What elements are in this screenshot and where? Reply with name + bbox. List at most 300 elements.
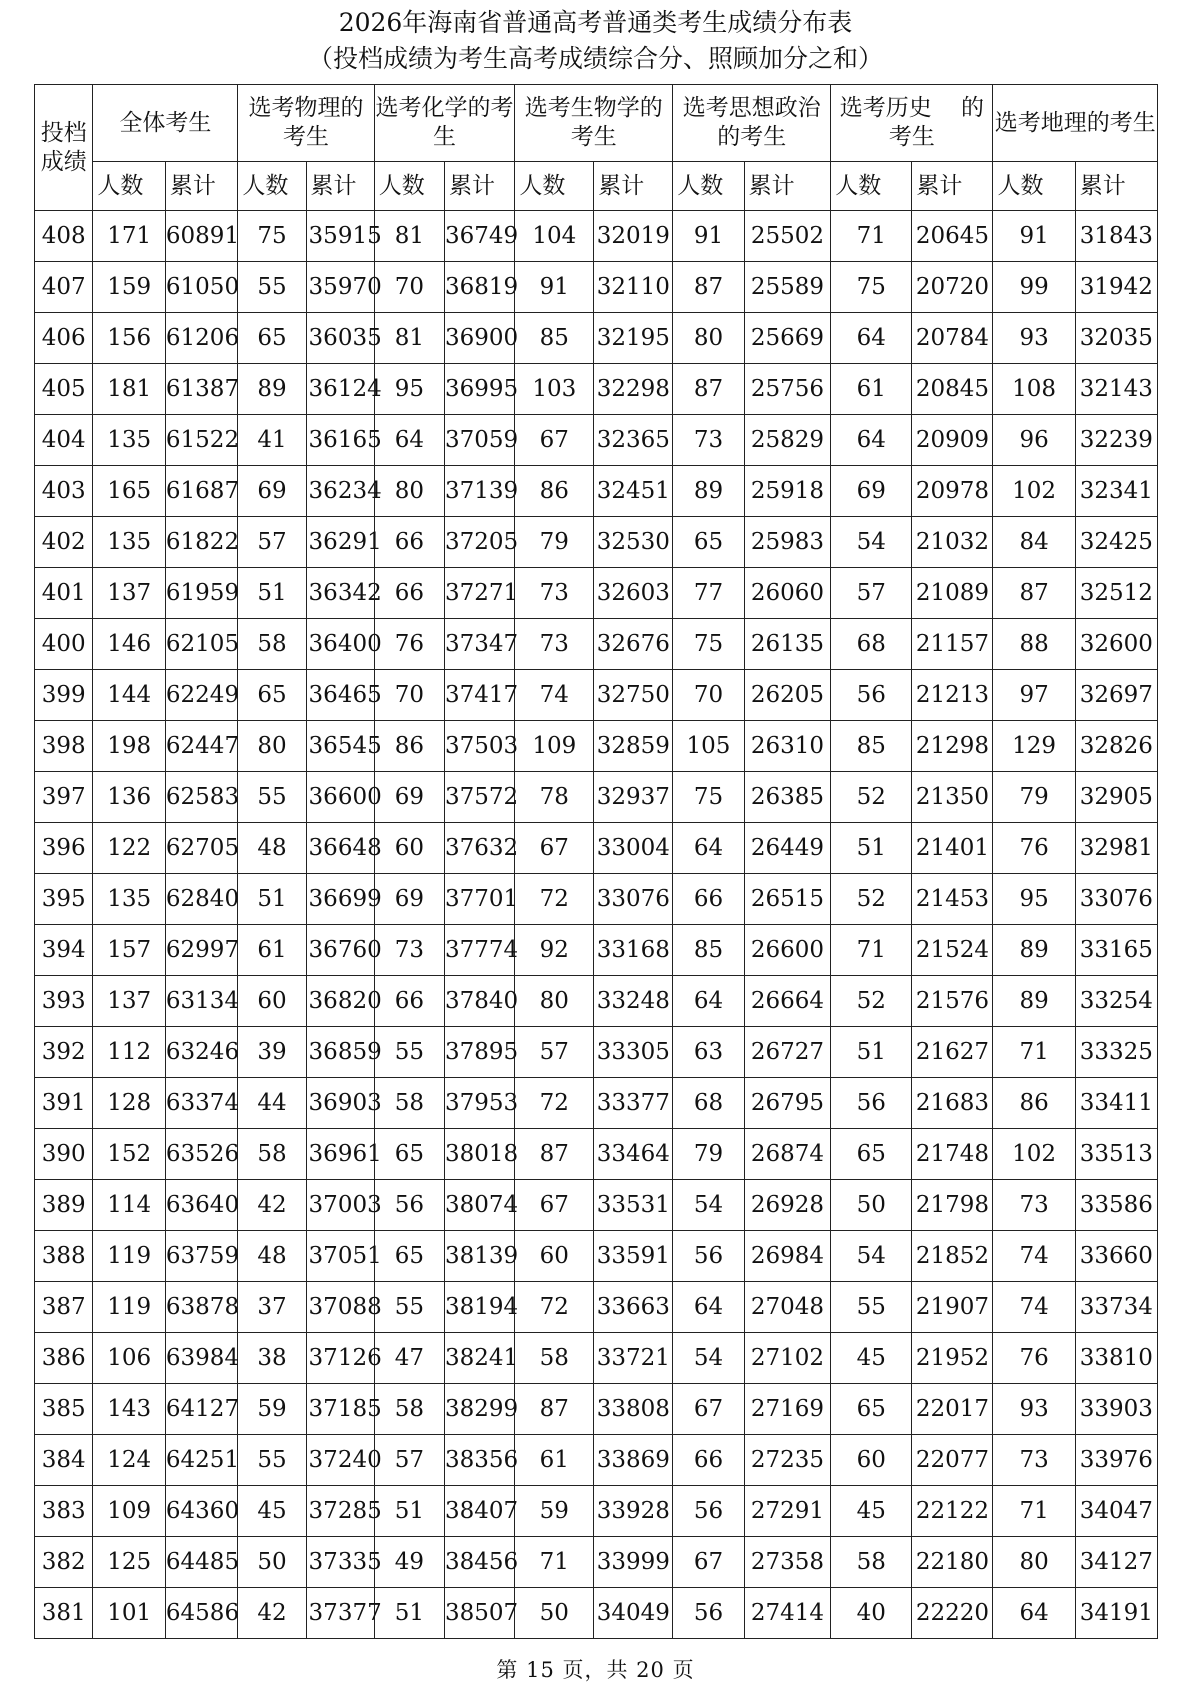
count-cell: 128 (93, 1078, 165, 1129)
cumulative-cell: 62249 (165, 670, 237, 721)
cumulative-cell: 32981 (1075, 823, 1157, 874)
count-cell: 119 (93, 1282, 165, 1333)
count-cell: 125 (93, 1537, 165, 1588)
cumulative-cell: 37126 (306, 1333, 374, 1384)
cumulative-cell: 21748 (912, 1129, 993, 1180)
group-header-history: 选考历史 的考生 (831, 85, 993, 162)
count-header: 人数 (238, 162, 306, 211)
count-cell: 96 (993, 415, 1075, 466)
cumulative-cell: 38241 (445, 1333, 515, 1384)
cumulative-cell: 37003 (306, 1180, 374, 1231)
document-title: 2026年海南省普通高考普通类考生成绩分布表 (338, 8, 853, 37)
count-cell: 49 (374, 1537, 444, 1588)
count-cell: 81 (374, 211, 444, 262)
cumulative-cell: 26664 (744, 976, 831, 1027)
count-cell: 85 (673, 925, 744, 976)
cumulative-cell: 63984 (165, 1333, 237, 1384)
cumulative-cell: 26060 (744, 568, 831, 619)
count-cell: 72 (515, 874, 594, 925)
count-cell: 87 (993, 568, 1075, 619)
cumulative-cell: 25756 (744, 364, 831, 415)
count-cell: 55 (374, 1027, 444, 1078)
count-cell: 75 (673, 772, 744, 823)
count-cell: 56 (673, 1231, 744, 1282)
table-row (35, 1231, 1158, 1282)
cumulative-cell: 20909 (912, 415, 993, 466)
count-cell: 56 (673, 1588, 744, 1639)
cumulative-header: 累计 (1075, 162, 1157, 211)
count-header: 人数 (374, 162, 444, 211)
cumulative-cell: 33591 (594, 1231, 673, 1282)
table-row (35, 1486, 1158, 1537)
count-cell: 144 (93, 670, 165, 721)
cumulative-cell: 26515 (744, 874, 831, 925)
cumulative-cell: 26449 (744, 823, 831, 874)
count-header: 人数 (93, 162, 165, 211)
cumulative-cell: 37285 (306, 1486, 374, 1537)
count-cell: 37 (238, 1282, 306, 1333)
count-cell: 71 (831, 925, 912, 976)
cumulative-cell: 37701 (445, 874, 515, 925)
count-cell: 74 (993, 1231, 1075, 1282)
cumulative-cell: 32365 (594, 415, 673, 466)
count-cell: 55 (831, 1282, 912, 1333)
cumulative-cell: 20845 (912, 364, 993, 415)
group-header-chemistry: 选考化学的考生 (374, 85, 515, 162)
cumulative-cell: 33165 (1075, 925, 1157, 976)
count-cell: 51 (238, 568, 306, 619)
cumulative-cell: 62840 (165, 874, 237, 925)
count-cell: 66 (374, 517, 444, 568)
count-cell: 80 (374, 466, 444, 517)
count-cell: 109 (515, 721, 594, 772)
cumulative-cell: 61206 (165, 313, 237, 364)
count-cell: 135 (93, 415, 165, 466)
cumulative-header: 累计 (594, 162, 673, 211)
cumulative-cell: 37051 (306, 1231, 374, 1282)
cumulative-cell: 37417 (445, 670, 515, 721)
count-cell: 45 (831, 1486, 912, 1537)
count-cell: 75 (831, 262, 912, 313)
cumulative-cell: 33254 (1075, 976, 1157, 1027)
cumulative-cell: 25983 (744, 517, 831, 568)
cumulative-cell: 38356 (445, 1435, 515, 1486)
count-cell: 55 (238, 1435, 306, 1486)
cumulative-cell: 27235 (744, 1435, 831, 1486)
count-cell: 65 (673, 517, 744, 568)
table-row (35, 1435, 1158, 1486)
count-cell: 60 (374, 823, 444, 874)
count-cell: 80 (673, 313, 744, 364)
cumulative-cell: 20978 (912, 466, 993, 517)
cumulative-cell: 27358 (744, 1537, 831, 1588)
cumulative-cell: 33808 (594, 1384, 673, 1435)
cumulative-cell: 36234 (306, 466, 374, 517)
count-cell: 71 (831, 211, 912, 262)
count-cell: 59 (515, 1486, 594, 1537)
cumulative-cell: 36749 (445, 211, 515, 262)
cumulative-cell: 32110 (594, 262, 673, 313)
count-cell: 54 (831, 1231, 912, 1282)
cumulative-cell: 32425 (1075, 517, 1157, 568)
group-header-biology: 选考生物学的考生 (515, 85, 673, 162)
score-cell: 389 (35, 1180, 93, 1231)
cumulative-cell: 33928 (594, 1486, 673, 1537)
cumulative-cell: 21089 (912, 568, 993, 619)
count-cell: 80 (515, 976, 594, 1027)
cumulative-cell: 37774 (445, 925, 515, 976)
count-cell: 58 (515, 1333, 594, 1384)
cumulative-cell: 25502 (744, 211, 831, 262)
count-cell: 70 (374, 670, 444, 721)
cumulative-cell: 36291 (306, 517, 374, 568)
count-cell: 64 (831, 415, 912, 466)
count-cell: 51 (374, 1588, 444, 1639)
cumulative-cell: 37840 (445, 976, 515, 1027)
count-cell: 129 (993, 721, 1075, 772)
cumulative-header: 累计 (165, 162, 237, 211)
count-cell: 87 (515, 1384, 594, 1435)
cumulative-cell: 38299 (445, 1384, 515, 1435)
cumulative-cell: 33305 (594, 1027, 673, 1078)
cumulative-cell: 21683 (912, 1078, 993, 1129)
count-header: 人数 (673, 162, 744, 211)
cumulative-cell: 38074 (445, 1180, 515, 1231)
count-cell: 52 (831, 772, 912, 823)
cumulative-cell: 36819 (445, 262, 515, 313)
cumulative-cell: 32019 (594, 211, 673, 262)
count-cell: 152 (93, 1129, 165, 1180)
cumulative-cell: 21453 (912, 874, 993, 925)
count-cell: 69 (374, 772, 444, 823)
table-row (35, 466, 1158, 517)
cumulative-cell: 37059 (445, 415, 515, 466)
count-cell: 51 (238, 874, 306, 925)
count-cell: 65 (831, 1129, 912, 1180)
table-row (35, 364, 1158, 415)
cumulative-cell: 32937 (594, 772, 673, 823)
count-cell: 156 (93, 313, 165, 364)
count-cell: 78 (515, 772, 594, 823)
count-cell: 40 (831, 1588, 912, 1639)
count-cell: 64 (673, 1282, 744, 1333)
count-cell: 74 (515, 670, 594, 721)
score-cell: 385 (35, 1384, 93, 1435)
count-cell: 119 (93, 1231, 165, 1282)
count-cell: 69 (374, 874, 444, 925)
cumulative-cell: 33660 (1075, 1231, 1157, 1282)
count-cell: 101 (93, 1588, 165, 1639)
cumulative-cell: 21401 (912, 823, 993, 874)
score-cell: 399 (35, 670, 93, 721)
count-cell: 89 (673, 466, 744, 517)
table-row (35, 1129, 1158, 1180)
cumulative-cell: 38407 (445, 1486, 515, 1537)
count-cell: 73 (993, 1435, 1075, 1486)
cumulative-cell: 26727 (744, 1027, 831, 1078)
cumulative-cell: 37503 (445, 721, 515, 772)
count-cell: 47 (374, 1333, 444, 1384)
count-cell: 66 (374, 568, 444, 619)
count-cell: 64 (374, 415, 444, 466)
cumulative-cell: 33513 (1075, 1129, 1157, 1180)
count-cell: 50 (515, 1588, 594, 1639)
count-cell: 65 (238, 313, 306, 364)
cumulative-cell: 32826 (1075, 721, 1157, 772)
score-cell: 383 (35, 1486, 93, 1537)
count-cell: 112 (93, 1027, 165, 1078)
score-cell: 388 (35, 1231, 93, 1282)
count-cell: 67 (515, 1180, 594, 1231)
cumulative-cell: 26310 (744, 721, 831, 772)
table-row (35, 568, 1158, 619)
table-row (35, 517, 1158, 568)
score-cell: 397 (35, 772, 93, 823)
cumulative-cell: 38456 (445, 1537, 515, 1588)
count-cell: 146 (93, 619, 165, 670)
cumulative-cell: 37335 (306, 1537, 374, 1588)
cumulative-cell: 32750 (594, 670, 673, 721)
count-cell: 109 (93, 1486, 165, 1537)
count-cell: 76 (993, 1333, 1075, 1384)
count-cell: 58 (374, 1384, 444, 1435)
cumulative-cell: 35915 (306, 211, 374, 262)
count-cell: 73 (993, 1180, 1075, 1231)
cumulative-cell: 61687 (165, 466, 237, 517)
table-row (35, 1588, 1158, 1639)
document-subtitle: （投档成绩为考生高考成绩综合分、照顾加分之和） (307, 44, 883, 73)
count-cell: 89 (993, 925, 1075, 976)
cumulative-cell: 61522 (165, 415, 237, 466)
count-cell: 73 (374, 925, 444, 976)
count-cell: 55 (238, 262, 306, 313)
count-cell: 165 (93, 466, 165, 517)
count-cell: 89 (993, 976, 1075, 1027)
cumulative-cell: 33999 (594, 1537, 673, 1588)
cumulative-cell: 36342 (306, 568, 374, 619)
cumulative-cell: 36600 (306, 772, 374, 823)
count-header: 人数 (515, 162, 594, 211)
count-cell: 95 (374, 364, 444, 415)
cumulative-cell: 64586 (165, 1588, 237, 1639)
cumulative-cell: 32603 (594, 568, 673, 619)
count-cell: 45 (831, 1333, 912, 1384)
cumulative-cell: 37572 (445, 772, 515, 823)
cumulative-cell: 25589 (744, 262, 831, 313)
count-cell: 87 (515, 1129, 594, 1180)
count-cell: 137 (93, 568, 165, 619)
cumulative-cell: 26385 (744, 772, 831, 823)
cumulative-cell: 36545 (306, 721, 374, 772)
cumulative-cell: 34191 (1075, 1588, 1157, 1639)
cumulative-cell: 21907 (912, 1282, 993, 1333)
cumulative-cell: 25669 (744, 313, 831, 364)
count-cell: 72 (515, 1078, 594, 1129)
count-cell: 79 (515, 517, 594, 568)
cumulative-cell: 37271 (445, 568, 515, 619)
cumulative-cell: 33869 (594, 1435, 673, 1486)
cumulative-cell: 27048 (744, 1282, 831, 1333)
count-cell: 57 (374, 1435, 444, 1486)
score-cell: 391 (35, 1078, 93, 1129)
group-header-all: 全体考生 (93, 85, 238, 162)
count-cell: 77 (673, 568, 744, 619)
cumulative-cell: 64251 (165, 1435, 237, 1486)
count-cell: 65 (374, 1231, 444, 1282)
cumulative-cell: 34127 (1075, 1537, 1157, 1588)
count-cell: 65 (238, 670, 306, 721)
cumulative-cell: 22077 (912, 1435, 993, 1486)
cumulative-cell: 26600 (744, 925, 831, 976)
count-cell: 87 (673, 262, 744, 313)
cumulative-cell: 33663 (594, 1282, 673, 1333)
cumulative-cell: 37088 (306, 1282, 374, 1333)
table-row (35, 1180, 1158, 1231)
count-cell: 97 (993, 670, 1075, 721)
count-cell: 64 (673, 823, 744, 874)
count-cell: 73 (515, 619, 594, 670)
count-cell: 39 (238, 1027, 306, 1078)
count-cell: 91 (515, 262, 594, 313)
count-cell: 102 (993, 466, 1075, 517)
table-row (35, 415, 1158, 466)
cumulative-cell: 33076 (594, 874, 673, 925)
cumulative-cell: 31843 (1075, 211, 1157, 262)
cumulative-cell: 21213 (912, 670, 993, 721)
page-footer: 第 15 页，共 20 页 (496, 1658, 695, 1682)
count-cell: 51 (831, 1027, 912, 1078)
score-cell: 393 (35, 976, 93, 1027)
cumulative-cell: 35970 (306, 262, 374, 313)
score-cell: 401 (35, 568, 93, 619)
count-cell: 104 (515, 211, 594, 262)
cumulative-cell: 38139 (445, 1231, 515, 1282)
count-cell: 57 (515, 1027, 594, 1078)
count-cell: 68 (831, 619, 912, 670)
count-cell: 55 (238, 772, 306, 823)
count-cell: 181 (93, 364, 165, 415)
table-row (35, 976, 1158, 1027)
cumulative-cell: 33248 (594, 976, 673, 1027)
count-cell: 50 (831, 1180, 912, 1231)
count-cell: 93 (993, 313, 1075, 364)
table-row (35, 1537, 1158, 1588)
cumulative-cell: 37347 (445, 619, 515, 670)
cumulative-cell: 61387 (165, 364, 237, 415)
cumulative-cell: 38507 (445, 1588, 515, 1639)
cumulative-cell: 33464 (594, 1129, 673, 1180)
table-row (35, 1282, 1158, 1333)
count-cell: 65 (831, 1384, 912, 1435)
cumulative-cell: 32143 (1075, 364, 1157, 415)
cumulative-cell: 21350 (912, 772, 993, 823)
count-cell: 57 (238, 517, 306, 568)
score-header: 投档成绩 (35, 85, 93, 211)
score-cell: 381 (35, 1588, 93, 1639)
count-cell: 102 (993, 1129, 1075, 1180)
score-cell: 398 (35, 721, 93, 772)
cumulative-cell: 32195 (594, 313, 673, 364)
count-cell: 54 (831, 517, 912, 568)
count-cell: 64 (673, 976, 744, 1027)
cumulative-cell: 37632 (445, 823, 515, 874)
count-cell: 105 (673, 721, 744, 772)
count-cell: 42 (238, 1180, 306, 1231)
count-cell: 86 (515, 466, 594, 517)
table-row (35, 925, 1158, 976)
table-row (35, 619, 1158, 670)
count-cell: 60 (238, 976, 306, 1027)
count-cell: 67 (515, 823, 594, 874)
cumulative-cell: 33586 (1075, 1180, 1157, 1231)
count-cell: 67 (515, 415, 594, 466)
cumulative-cell: 20645 (912, 211, 993, 262)
count-header: 人数 (831, 162, 912, 211)
cumulative-cell: 36760 (306, 925, 374, 976)
sub-header-row (35, 162, 1158, 211)
count-cell: 48 (238, 1231, 306, 1282)
cumulative-cell: 32697 (1075, 670, 1157, 721)
cumulative-cell: 32239 (1075, 415, 1157, 466)
count-cell: 72 (515, 1282, 594, 1333)
cumulative-cell: 27291 (744, 1486, 831, 1537)
cumulative-cell: 22122 (912, 1486, 993, 1537)
group-header-physics: 选考物理的考生 (238, 85, 374, 162)
table-row (35, 1027, 1158, 1078)
table-body (35, 211, 1158, 1639)
cumulative-cell: 22017 (912, 1384, 993, 1435)
count-cell: 57 (831, 568, 912, 619)
count-cell: 58 (238, 619, 306, 670)
cumulative-cell: 62447 (165, 721, 237, 772)
count-cell: 60 (515, 1231, 594, 1282)
count-cell: 59 (238, 1384, 306, 1435)
cumulative-cell: 63134 (165, 976, 237, 1027)
score-cell: 392 (35, 1027, 93, 1078)
count-cell: 67 (673, 1384, 744, 1435)
count-cell: 171 (93, 211, 165, 262)
table-row (35, 772, 1158, 823)
cumulative-cell: 32298 (594, 364, 673, 415)
cumulative-header: 累计 (445, 162, 515, 211)
cumulative-cell: 32676 (594, 619, 673, 670)
count-cell: 159 (93, 262, 165, 313)
cumulative-cell: 37895 (445, 1027, 515, 1078)
count-cell: 106 (93, 1333, 165, 1384)
count-cell: 38 (238, 1333, 306, 1384)
cumulative-cell: 64127 (165, 1384, 237, 1435)
count-cell: 92 (515, 925, 594, 976)
cumulative-cell: 21157 (912, 619, 993, 670)
cumulative-cell: 20784 (912, 313, 993, 364)
cumulative-cell: 37953 (445, 1078, 515, 1129)
cumulative-cell: 61959 (165, 568, 237, 619)
count-cell: 73 (673, 415, 744, 466)
cumulative-cell: 21627 (912, 1027, 993, 1078)
score-cell: 408 (35, 211, 93, 262)
cumulative-cell: 32035 (1075, 313, 1157, 364)
count-cell: 86 (374, 721, 444, 772)
cumulative-cell: 36035 (306, 313, 374, 364)
cumulative-cell: 38194 (445, 1282, 515, 1333)
count-cell: 66 (374, 976, 444, 1027)
cumulative-cell: 34049 (594, 1588, 673, 1639)
cumulative-cell: 33721 (594, 1333, 673, 1384)
count-cell: 135 (93, 517, 165, 568)
cumulative-cell: 63640 (165, 1180, 237, 1231)
score-cell: 382 (35, 1537, 93, 1588)
count-cell: 61 (831, 364, 912, 415)
